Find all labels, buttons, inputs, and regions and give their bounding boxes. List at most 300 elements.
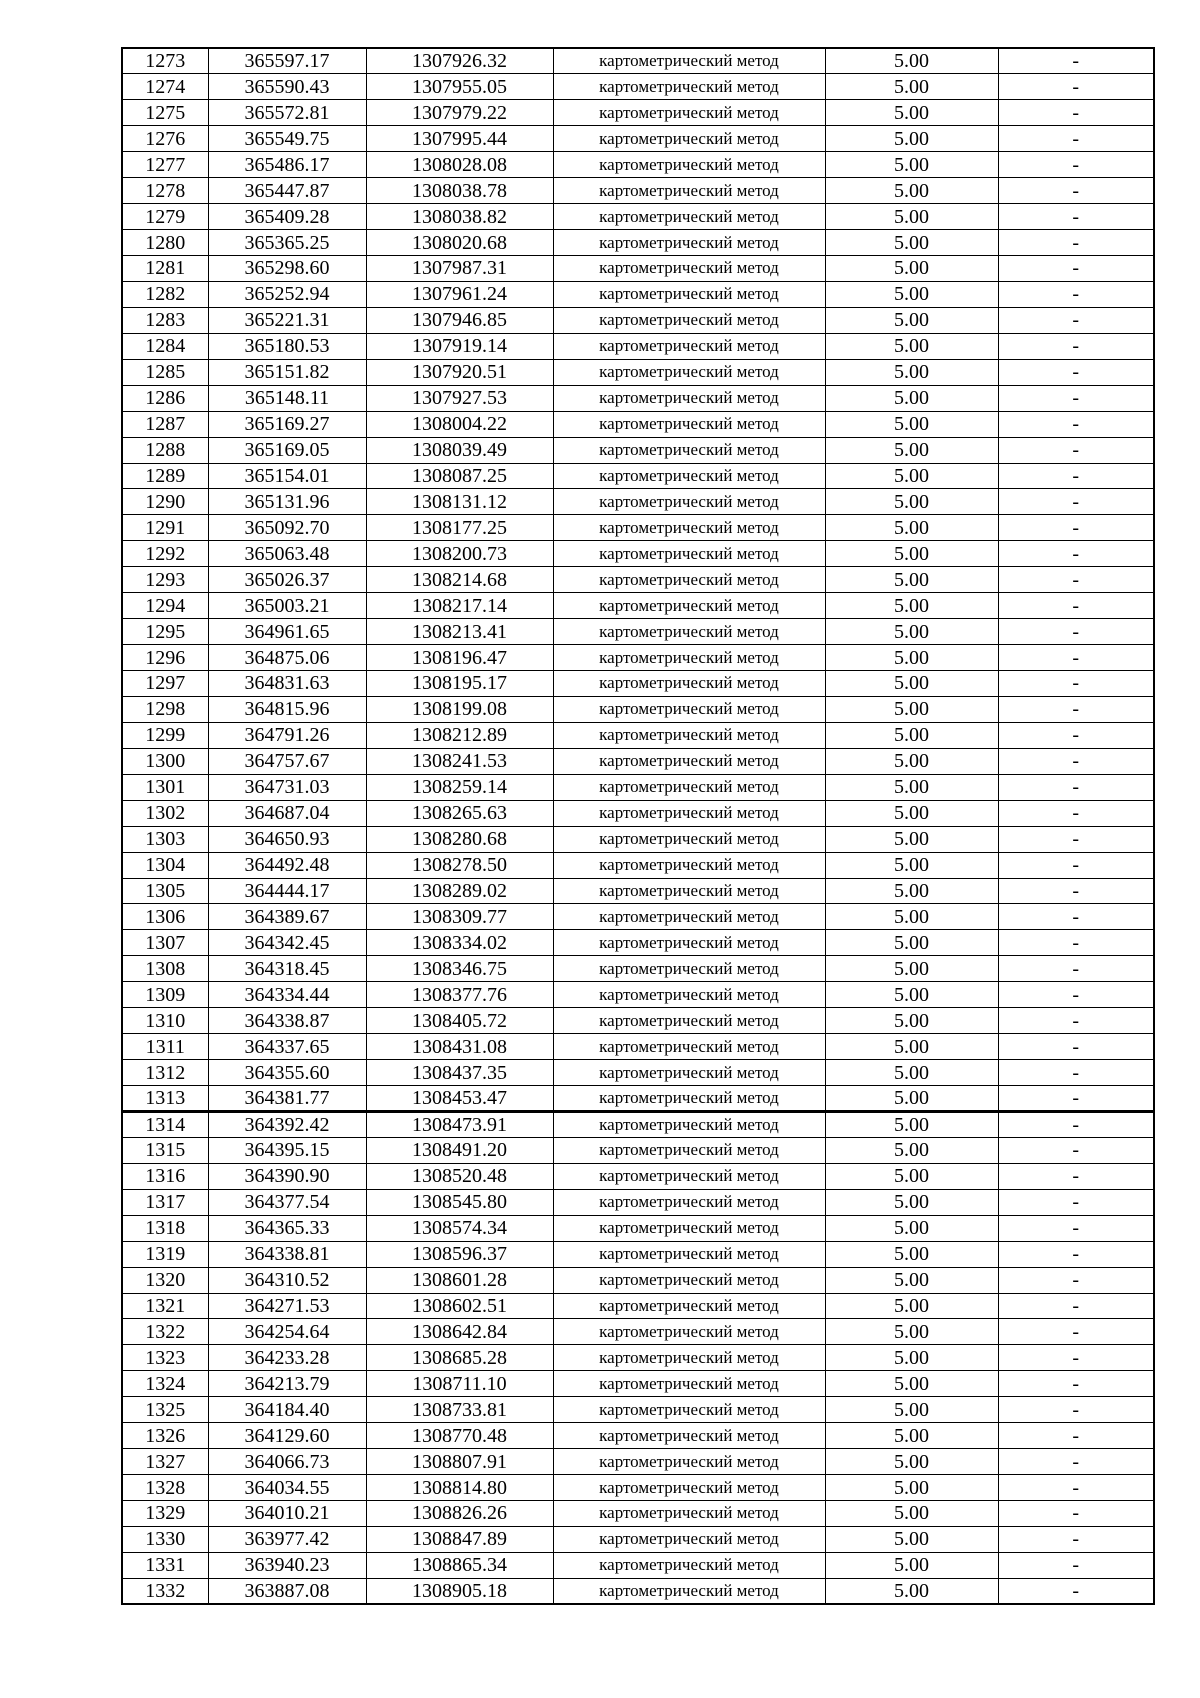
y-coordinate-cell: 1308334.02 <box>366 930 553 956</box>
description-cell: - <box>998 1060 1154 1086</box>
method-cell: картометрический метод <box>553 1475 825 1501</box>
method-cell: картометрический метод <box>553 152 825 178</box>
table-row <box>122 1137 1154 1163</box>
x-coordinate-cell: 365298.60 <box>208 256 366 282</box>
point-number-cell: 1290 <box>122 489 208 515</box>
y-coordinate-cell: 1308028.08 <box>366 152 553 178</box>
method-cell: картометрический метод <box>553 619 825 645</box>
method-cell: картометрический метод <box>553 1449 825 1475</box>
accuracy-cell: 5.00 <box>825 1008 998 1034</box>
x-coordinate-cell: 365597.17 <box>208 48 366 74</box>
table-row <box>122 385 1154 411</box>
description-cell: - <box>998 930 1154 956</box>
y-coordinate-cell: 1307979.22 <box>366 100 553 126</box>
method-cell: картометрический метод <box>553 1397 825 1423</box>
x-coordinate-cell: 364961.65 <box>208 619 366 645</box>
method-cell: картометрический метод <box>553 281 825 307</box>
accuracy-cell: 5.00 <box>825 904 998 930</box>
table-row <box>122 671 1154 697</box>
point-number-cell: 1291 <box>122 515 208 541</box>
y-coordinate-cell: 1308177.25 <box>366 515 553 541</box>
method-cell: картометрический метод <box>553 800 825 826</box>
description-cell: - <box>998 489 1154 515</box>
accuracy-cell: 5.00 <box>825 1137 998 1163</box>
point-number-cell: 1273 <box>122 48 208 74</box>
x-coordinate-cell: 364492.48 <box>208 852 366 878</box>
accuracy-cell: 5.00 <box>825 489 998 515</box>
description-cell: - <box>998 1423 1154 1449</box>
description-cell: - <box>998 852 1154 878</box>
y-coordinate-cell: 1308195.17 <box>366 671 553 697</box>
y-coordinate-cell: 1308601.28 <box>366 1267 553 1293</box>
y-coordinate-cell: 1308038.78 <box>366 178 553 204</box>
y-coordinate-cell: 1308038.82 <box>366 204 553 230</box>
accuracy-cell: 5.00 <box>825 1086 998 1112</box>
point-number-cell: 1292 <box>122 541 208 567</box>
table-row <box>122 126 1154 152</box>
accuracy-cell: 5.00 <box>825 463 998 489</box>
table-row <box>122 1111 1154 1137</box>
table-row <box>122 411 1154 437</box>
table-row <box>122 1241 1154 1267</box>
description-cell: - <box>998 1137 1154 1163</box>
table-row <box>122 904 1154 930</box>
method-cell: картометрический метод <box>553 826 825 852</box>
y-coordinate-cell: 1308814.80 <box>366 1475 553 1501</box>
table-row <box>122 1293 1154 1319</box>
table-row <box>122 541 1154 567</box>
description-cell: - <box>998 515 1154 541</box>
method-cell: картометрический метод <box>553 1371 825 1397</box>
x-coordinate-cell: 364395.15 <box>208 1137 366 1163</box>
y-coordinate-cell: 1308807.91 <box>366 1449 553 1475</box>
y-coordinate-cell: 1307920.51 <box>366 359 553 385</box>
description-cell: - <box>998 671 1154 697</box>
method-cell: картометрический метод <box>553 1086 825 1112</box>
y-coordinate-cell: 1308196.47 <box>366 645 553 671</box>
y-coordinate-cell: 1308214.68 <box>366 567 553 593</box>
table-row <box>122 1034 1154 1060</box>
x-coordinate-cell: 365169.05 <box>208 437 366 463</box>
point-number-cell: 1286 <box>122 385 208 411</box>
x-coordinate-cell: 364337.65 <box>208 1034 366 1060</box>
accuracy-cell: 5.00 <box>825 1397 998 1423</box>
point-number-cell: 1296 <box>122 645 208 671</box>
description-cell: - <box>998 385 1154 411</box>
x-coordinate-cell: 364831.63 <box>208 671 366 697</box>
y-coordinate-cell: 1308212.89 <box>366 722 553 748</box>
x-coordinate-cell: 364365.33 <box>208 1215 366 1241</box>
point-number-cell: 1312 <box>122 1060 208 1086</box>
y-coordinate-cell: 1308217.14 <box>366 593 553 619</box>
table-row <box>122 645 1154 671</box>
x-coordinate-cell: 363977.42 <box>208 1526 366 1552</box>
coordinates-table-body <box>122 48 1154 1604</box>
accuracy-cell: 5.00 <box>825 619 998 645</box>
description-cell: - <box>998 230 1154 256</box>
y-coordinate-cell: 1307919.14 <box>366 333 553 359</box>
y-coordinate-cell: 1307961.24 <box>366 281 553 307</box>
method-cell: картометрический метод <box>553 1319 825 1345</box>
x-coordinate-cell: 364389.67 <box>208 904 366 930</box>
accuracy-cell: 5.00 <box>825 567 998 593</box>
y-coordinate-cell: 1308574.34 <box>366 1215 553 1241</box>
accuracy-cell: 5.00 <box>825 1163 998 1189</box>
point-number-cell: 1283 <box>122 307 208 333</box>
point-number-cell: 1311 <box>122 1034 208 1060</box>
table-row <box>122 619 1154 645</box>
table-row <box>122 281 1154 307</box>
method-cell: картометрический метод <box>553 567 825 593</box>
accuracy-cell: 5.00 <box>825 1578 998 1604</box>
method-cell: картометрический метод <box>553 982 825 1008</box>
x-coordinate-cell: 365549.75 <box>208 126 366 152</box>
y-coordinate-cell: 1307926.32 <box>366 48 553 74</box>
method-cell: картометрический метод <box>553 956 825 982</box>
accuracy-cell: 5.00 <box>825 152 998 178</box>
x-coordinate-cell: 364757.67 <box>208 748 366 774</box>
accuracy-cell: 5.00 <box>825 126 998 152</box>
description-cell: - <box>998 1449 1154 1475</box>
point-number-cell: 1303 <box>122 826 208 852</box>
table-row <box>122 178 1154 204</box>
accuracy-cell: 5.00 <box>825 1215 998 1241</box>
description-cell: - <box>998 1319 1154 1345</box>
table-row <box>122 1008 1154 1034</box>
x-coordinate-cell: 365486.17 <box>208 152 366 178</box>
accuracy-cell: 5.00 <box>825 852 998 878</box>
y-coordinate-cell: 1308826.26 <box>366 1501 553 1527</box>
x-coordinate-cell: 365252.94 <box>208 281 366 307</box>
point-number-cell: 1319 <box>122 1241 208 1267</box>
accuracy-cell: 5.00 <box>825 385 998 411</box>
point-number-cell: 1321 <box>122 1293 208 1319</box>
table-row <box>122 1552 1154 1578</box>
description-cell: - <box>998 982 1154 1008</box>
description-cell: - <box>998 1034 1154 1060</box>
y-coordinate-cell: 1308004.22 <box>366 411 553 437</box>
x-coordinate-cell: 364338.87 <box>208 1008 366 1034</box>
x-coordinate-cell: 365409.28 <box>208 204 366 230</box>
accuracy-cell: 5.00 <box>825 748 998 774</box>
y-coordinate-cell: 1308213.41 <box>366 619 553 645</box>
x-coordinate-cell: 365131.96 <box>208 489 366 515</box>
x-coordinate-cell: 364392.42 <box>208 1111 366 1137</box>
x-coordinate-cell: 364444.17 <box>208 878 366 904</box>
description-cell: - <box>998 1345 1154 1371</box>
accuracy-cell: 5.00 <box>825 541 998 567</box>
x-coordinate-cell: 364381.77 <box>208 1086 366 1112</box>
point-number-cell: 1281 <box>122 256 208 282</box>
description-cell: - <box>998 645 1154 671</box>
table-row <box>122 748 1154 774</box>
y-coordinate-cell: 1308087.25 <box>366 463 553 489</box>
point-number-cell: 1300 <box>122 748 208 774</box>
point-number-cell: 1299 <box>122 722 208 748</box>
point-number-cell: 1329 <box>122 1501 208 1527</box>
description-cell: - <box>998 411 1154 437</box>
method-cell: картометрический метод <box>553 1423 825 1449</box>
method-cell: картометрический метод <box>553 1215 825 1241</box>
point-number-cell: 1316 <box>122 1163 208 1189</box>
description-cell: - <box>998 696 1154 722</box>
method-cell: картометрический метод <box>553 411 825 437</box>
method-cell: картометрический метод <box>553 1060 825 1086</box>
table-row <box>122 982 1154 1008</box>
table-row <box>122 1189 1154 1215</box>
accuracy-cell: 5.00 <box>825 1345 998 1371</box>
table-row <box>122 930 1154 956</box>
point-number-cell: 1295 <box>122 619 208 645</box>
point-number-cell: 1310 <box>122 1008 208 1034</box>
y-coordinate-cell: 1308865.34 <box>366 1552 553 1578</box>
description-cell: - <box>998 256 1154 282</box>
point-number-cell: 1315 <box>122 1137 208 1163</box>
accuracy-cell: 5.00 <box>825 826 998 852</box>
method-cell: картометрический метод <box>553 307 825 333</box>
point-number-cell: 1284 <box>122 333 208 359</box>
x-coordinate-cell: 364338.81 <box>208 1241 366 1267</box>
description-cell: - <box>998 126 1154 152</box>
x-coordinate-cell: 363887.08 <box>208 1578 366 1604</box>
x-coordinate-cell: 364066.73 <box>208 1449 366 1475</box>
point-number-cell: 1279 <box>122 204 208 230</box>
x-coordinate-cell: 364310.52 <box>208 1267 366 1293</box>
description-cell: - <box>998 619 1154 645</box>
method-cell: картометрический метод <box>553 126 825 152</box>
x-coordinate-cell: 365590.43 <box>208 74 366 100</box>
description-cell: - <box>998 593 1154 619</box>
point-number-cell: 1275 <box>122 100 208 126</box>
description-cell: - <box>998 1475 1154 1501</box>
accuracy-cell: 5.00 <box>825 307 998 333</box>
method-cell: картометрический метод <box>553 1267 825 1293</box>
point-number-cell: 1285 <box>122 359 208 385</box>
accuracy-cell: 5.00 <box>825 1423 998 1449</box>
x-coordinate-cell: 365221.31 <box>208 307 366 333</box>
x-coordinate-cell: 365063.48 <box>208 541 366 567</box>
method-cell: картометрический метод <box>553 722 825 748</box>
table-row <box>122 515 1154 541</box>
y-coordinate-cell: 1307995.44 <box>366 126 553 152</box>
accuracy-cell: 5.00 <box>825 1189 998 1215</box>
point-number-cell: 1289 <box>122 463 208 489</box>
table-row <box>122 1345 1154 1371</box>
point-number-cell: 1322 <box>122 1319 208 1345</box>
accuracy-cell: 5.00 <box>825 1475 998 1501</box>
method-cell: картометрический метод <box>553 437 825 463</box>
method-cell: картометрический метод <box>553 463 825 489</box>
point-number-cell: 1282 <box>122 281 208 307</box>
y-coordinate-cell: 1308491.20 <box>366 1137 553 1163</box>
point-number-cell: 1297 <box>122 671 208 697</box>
y-coordinate-cell: 1308200.73 <box>366 541 553 567</box>
accuracy-cell: 5.00 <box>825 800 998 826</box>
method-cell: картометрический метод <box>553 48 825 74</box>
y-coordinate-cell: 1308265.63 <box>366 800 553 826</box>
method-cell: картометрический метод <box>553 359 825 385</box>
point-number-cell: 1288 <box>122 437 208 463</box>
table-row <box>122 1475 1154 1501</box>
point-number-cell: 1278 <box>122 178 208 204</box>
accuracy-cell: 5.00 <box>825 774 998 800</box>
table-row <box>122 567 1154 593</box>
table-row <box>122 256 1154 282</box>
method-cell: картометрический метод <box>553 774 825 800</box>
description-cell: - <box>998 463 1154 489</box>
accuracy-cell: 5.00 <box>825 1526 998 1552</box>
x-coordinate-cell: 364342.45 <box>208 930 366 956</box>
table-row <box>122 800 1154 826</box>
table-row <box>122 774 1154 800</box>
x-coordinate-cell: 364687.04 <box>208 800 366 826</box>
y-coordinate-cell: 1308377.76 <box>366 982 553 1008</box>
x-coordinate-cell: 365169.27 <box>208 411 366 437</box>
method-cell: картометрический метод <box>553 541 825 567</box>
table-row <box>122 1267 1154 1293</box>
point-number-cell: 1313 <box>122 1086 208 1112</box>
description-cell: - <box>998 1526 1154 1552</box>
method-cell: картометрический метод <box>553 930 825 956</box>
x-coordinate-cell: 364390.90 <box>208 1163 366 1189</box>
accuracy-cell: 5.00 <box>825 1501 998 1527</box>
x-coordinate-cell: 364213.79 <box>208 1371 366 1397</box>
accuracy-cell: 5.00 <box>825 696 998 722</box>
method-cell: картометрический метод <box>553 1501 825 1527</box>
description-cell: - <box>998 1086 1154 1112</box>
description-cell: - <box>998 152 1154 178</box>
method-cell: картометрический метод <box>553 645 825 671</box>
point-number-cell: 1328 <box>122 1475 208 1501</box>
y-coordinate-cell: 1307987.31 <box>366 256 553 282</box>
description-cell: - <box>998 437 1154 463</box>
point-number-cell: 1280 <box>122 230 208 256</box>
table-row <box>122 48 1154 74</box>
table-row <box>122 1319 1154 1345</box>
description-cell: - <box>998 1215 1154 1241</box>
description-cell: - <box>998 74 1154 100</box>
y-coordinate-cell: 1308733.81 <box>366 1397 553 1423</box>
accuracy-cell: 5.00 <box>825 1267 998 1293</box>
accuracy-cell: 5.00 <box>825 100 998 126</box>
point-number-cell: 1326 <box>122 1423 208 1449</box>
x-coordinate-cell: 365003.21 <box>208 593 366 619</box>
x-coordinate-cell: 364010.21 <box>208 1501 366 1527</box>
y-coordinate-cell: 1308431.08 <box>366 1034 553 1060</box>
x-coordinate-cell: 364815.96 <box>208 696 366 722</box>
description-cell: - <box>998 178 1154 204</box>
y-coordinate-cell: 1308241.53 <box>366 748 553 774</box>
table-row <box>122 489 1154 515</box>
table-row <box>122 230 1154 256</box>
accuracy-cell: 5.00 <box>825 671 998 697</box>
x-coordinate-cell: 364355.60 <box>208 1060 366 1086</box>
accuracy-cell: 5.00 <box>825 645 998 671</box>
table-row <box>122 1501 1154 1527</box>
method-cell: картометрический метод <box>553 230 825 256</box>
table-row <box>122 593 1154 619</box>
accuracy-cell: 5.00 <box>825 48 998 74</box>
y-coordinate-cell: 1308259.14 <box>366 774 553 800</box>
y-coordinate-cell: 1308520.48 <box>366 1163 553 1189</box>
method-cell: картометрический метод <box>553 515 825 541</box>
description-cell: - <box>998 722 1154 748</box>
table-row <box>122 1449 1154 1475</box>
y-coordinate-cell: 1308642.84 <box>366 1319 553 1345</box>
table-row <box>122 956 1154 982</box>
x-coordinate-cell: 364318.45 <box>208 956 366 982</box>
coordinates-table <box>121 47 1155 1605</box>
table-row <box>122 463 1154 489</box>
point-number-cell: 1314 <box>122 1111 208 1137</box>
y-coordinate-cell: 1308602.51 <box>366 1293 553 1319</box>
table-row <box>122 826 1154 852</box>
point-number-cell: 1298 <box>122 696 208 722</box>
table-row <box>122 204 1154 230</box>
method-cell: картометрический метод <box>553 1345 825 1371</box>
table-row <box>122 1086 1154 1112</box>
table-row <box>122 878 1154 904</box>
method-cell: картометрический метод <box>553 74 825 100</box>
description-cell: - <box>998 1241 1154 1267</box>
table-row <box>122 437 1154 463</box>
x-coordinate-cell: 365092.70 <box>208 515 366 541</box>
x-coordinate-cell: 364184.40 <box>208 1397 366 1423</box>
table-row <box>122 722 1154 748</box>
description-cell: - <box>998 800 1154 826</box>
method-cell: картометрический метод <box>553 385 825 411</box>
y-coordinate-cell: 1308770.48 <box>366 1423 553 1449</box>
accuracy-cell: 5.00 <box>825 1111 998 1137</box>
description-cell: - <box>998 333 1154 359</box>
x-coordinate-cell: 364377.54 <box>208 1189 366 1215</box>
accuracy-cell: 5.00 <box>825 74 998 100</box>
point-number-cell: 1307 <box>122 930 208 956</box>
y-coordinate-cell: 1308131.12 <box>366 489 553 515</box>
table-row <box>122 74 1154 100</box>
description-cell: - <box>998 1008 1154 1034</box>
accuracy-cell: 5.00 <box>825 411 998 437</box>
accuracy-cell: 5.00 <box>825 982 998 1008</box>
table-row <box>122 1371 1154 1397</box>
y-coordinate-cell: 1308280.68 <box>366 826 553 852</box>
accuracy-cell: 5.00 <box>825 1241 998 1267</box>
table-row <box>122 852 1154 878</box>
table-row <box>122 1423 1154 1449</box>
accuracy-cell: 5.00 <box>825 178 998 204</box>
description-cell: - <box>998 48 1154 74</box>
method-cell: картометрический метод <box>553 593 825 619</box>
y-coordinate-cell: 1308685.28 <box>366 1345 553 1371</box>
x-coordinate-cell: 364271.53 <box>208 1293 366 1319</box>
accuracy-cell: 5.00 <box>825 956 998 982</box>
point-number-cell: 1308 <box>122 956 208 982</box>
description-cell: - <box>998 878 1154 904</box>
accuracy-cell: 5.00 <box>825 515 998 541</box>
y-coordinate-cell: 1308437.35 <box>366 1060 553 1086</box>
x-coordinate-cell: 364650.93 <box>208 826 366 852</box>
description-cell: - <box>998 1371 1154 1397</box>
description-cell: - <box>998 1293 1154 1319</box>
method-cell: картометрический метод <box>553 1578 825 1604</box>
x-coordinate-cell: 364791.26 <box>208 722 366 748</box>
point-number-cell: 1304 <box>122 852 208 878</box>
point-number-cell: 1294 <box>122 593 208 619</box>
accuracy-cell: 5.00 <box>825 1371 998 1397</box>
point-number-cell: 1293 <box>122 567 208 593</box>
description-cell: - <box>998 1111 1154 1137</box>
accuracy-cell: 5.00 <box>825 593 998 619</box>
